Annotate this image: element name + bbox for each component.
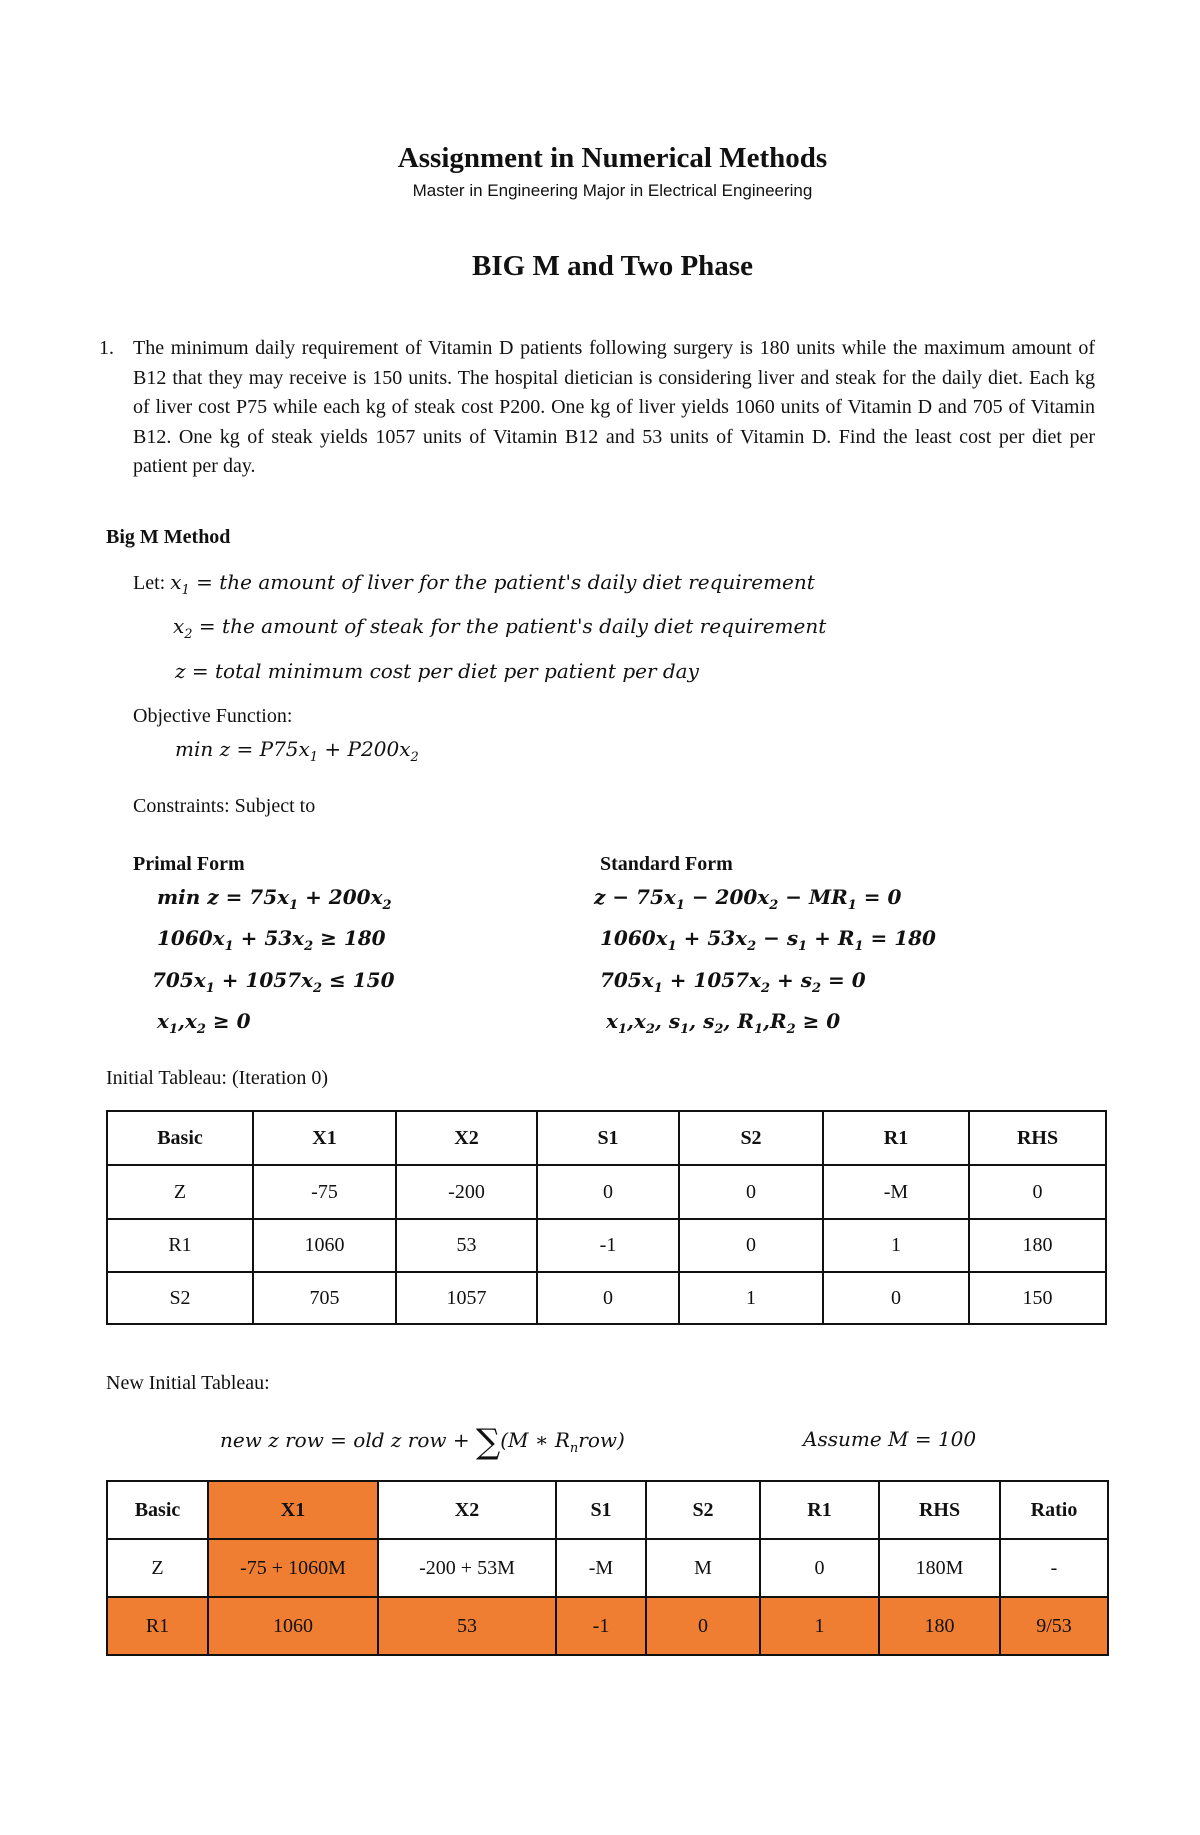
objective-label: Objective Function: [133,705,293,727]
header-cell: Ratio [1000,1481,1108,1539]
header-cell: RHS [969,1111,1106,1165]
new-initial-tableau [106,1480,1109,1656]
standard-objective: $z - 75x_1 - 200x_2 - MR_1 = 0$ [594,885,902,913]
table-cell: -200 + 53M [378,1539,556,1597]
table-row [107,1219,1106,1272]
objective-function: $\min z = P75x_1 + P200x_2$ [175,737,419,765]
table-row [107,1272,1106,1324]
primal-heading: Primal Form [133,853,245,875]
constraints-label: Constraints: Subject to [133,795,316,817]
z-row-formula: new z row = old z row + ∑(M ∗ $R_nrow$) [220,1422,625,1462]
table-cell: 1057 [396,1272,537,1324]
header-cell: S1 [537,1111,679,1165]
table-header-row [107,1111,1106,1165]
table-cell: 705 [253,1272,396,1324]
table-cell: -M [823,1165,969,1219]
header-cell: X2 [378,1481,556,1539]
header-cell: R1 [823,1111,969,1165]
primal-constraint-1: $1060x_1 + 53x_2 \ge 180$ [157,926,386,954]
primal-nonnegativity: $x_1,x_2 \ge 0$ [157,1009,251,1037]
header-cell: S1 [556,1481,646,1539]
table-cell: 180 [969,1219,1106,1272]
table-cell: Z [107,1165,253,1219]
table-cell: 150 [969,1272,1106,1324]
problem-number: 1. [99,337,114,359]
x2-definition: $x_2$ = the amount of steak for the patient's daily diet requirement [173,614,827,642]
table-cell: - [1000,1539,1108,1597]
table-cell: 0 [537,1272,679,1324]
table-cell: R1 [107,1597,208,1655]
header-cell: S2 [679,1111,823,1165]
pivot-column-cell: -75 + 1060M [208,1539,378,1597]
document-title: Assignment in Numerical Methods [397,142,828,174]
x1-def-text: = the amount of liver for the patient's daily diet requirement [189,570,815,594]
table-cell: 180 [879,1597,1000,1655]
table-cell: -1 [537,1219,679,1272]
problem-statement [99,334,1095,482]
table-cell: 0 [823,1272,969,1324]
table-cell: -200 [396,1165,537,1219]
table-cell: 180M [879,1539,1000,1597]
table-cell: 53 [378,1597,556,1655]
initial-tableau [106,1110,1107,1325]
primal-objective: $\min z = 75x_1 + 200x_2$ [157,885,392,913]
table-cell: 1 [823,1219,969,1272]
initial-tableau-label: Initial Tableau: (Iteration 0) [106,1067,329,1089]
problem-text: The minimum daily requirement of Vitamin D patients following surgery is 180 units while the maximum amount of B12 that they may receive is 150 units. The hospital dietician is considering liver and steak for the daily diet. Each kg of liver cost P75 while each kg of steak cost P200. One kg of liver yields 1060 units of Vitamin D and 705 of Vitamin B12. One kg of steak yields 1057 units of Vitamin B12 and 53 units of Vitamin D. Find the least cost per diet per patient per day. [133,337,1095,477]
table-cell: 0 [969,1165,1106,1219]
table-cell: 53 [396,1219,537,1272]
section-title: BIG M and Two Phase [472,250,753,282]
pivot-column-header: X1 [208,1481,378,1539]
header-cell: X2 [396,1111,537,1165]
table-cell: 1 [679,1272,823,1324]
table-cell: 0 [760,1539,879,1597]
table-cell: 1060 [253,1219,396,1272]
x1-definition: Let: $x_1$ = the amount of liver for the patient's daily diet requirement [133,570,815,598]
pivot-row [107,1597,1108,1655]
header-cell: Basic [107,1111,253,1165]
standard-constraint-2: $705x_1 + 1057x_2 + s_2 = 0$ [600,968,866,996]
z-definition: z = total minimum cost per diet per patient per day [175,659,699,683]
table-cell: 0 [646,1597,760,1655]
primal-constraint-2: $705x_1 + 1057x_2 \le 150$ [152,968,395,996]
standard-constraint-1: $1060x_1 + 53x_2 - s_1 + R_1 = 180$ [600,926,936,954]
sum-symbol: ∑ [475,1422,501,1462]
table-cell: 0 [537,1165,679,1219]
table-cell: 0 [679,1219,823,1272]
standard-heading: Standard Form [600,853,733,875]
document-subtitle: Master in Engineering Major in Electrical Engineering [412,181,813,200]
table-cell: S2 [107,1272,253,1324]
table-cell: 1 [760,1597,879,1655]
table-header-row [107,1481,1108,1539]
table-cell: R1 [107,1219,253,1272]
table-row [107,1539,1108,1597]
assume-m: Assume M = 100 [803,1427,977,1451]
x2-def-text: = the amount of steak for the patient's daily diet requirement [192,614,827,638]
table-cell: -75 [253,1165,396,1219]
header-cell: R1 [760,1481,879,1539]
method-heading: Big M Method [106,526,231,548]
table-cell: Z [107,1539,208,1597]
pivot-element: 1060 [208,1597,378,1655]
table-cell: 0 [679,1165,823,1219]
header-cell: RHS [879,1481,1000,1539]
table-cell: -M [556,1539,646,1597]
table-cell: -1 [556,1597,646,1655]
standard-nonnegativity: $x_1,x_2$, $s_1$, $s_2$, $R_1,R_2 \ge 0$ [606,1009,841,1037]
header-cell: X1 [253,1111,396,1165]
table-cell: 9/53 [1000,1597,1108,1655]
let-label: Let: [133,572,166,594]
header-cell: Basic [107,1481,208,1539]
table-row [107,1165,1106,1219]
new-initial-tableau-label: New Initial Tableau: [106,1372,270,1394]
table-cell: M [646,1539,760,1597]
header-cell: S2 [646,1481,760,1539]
